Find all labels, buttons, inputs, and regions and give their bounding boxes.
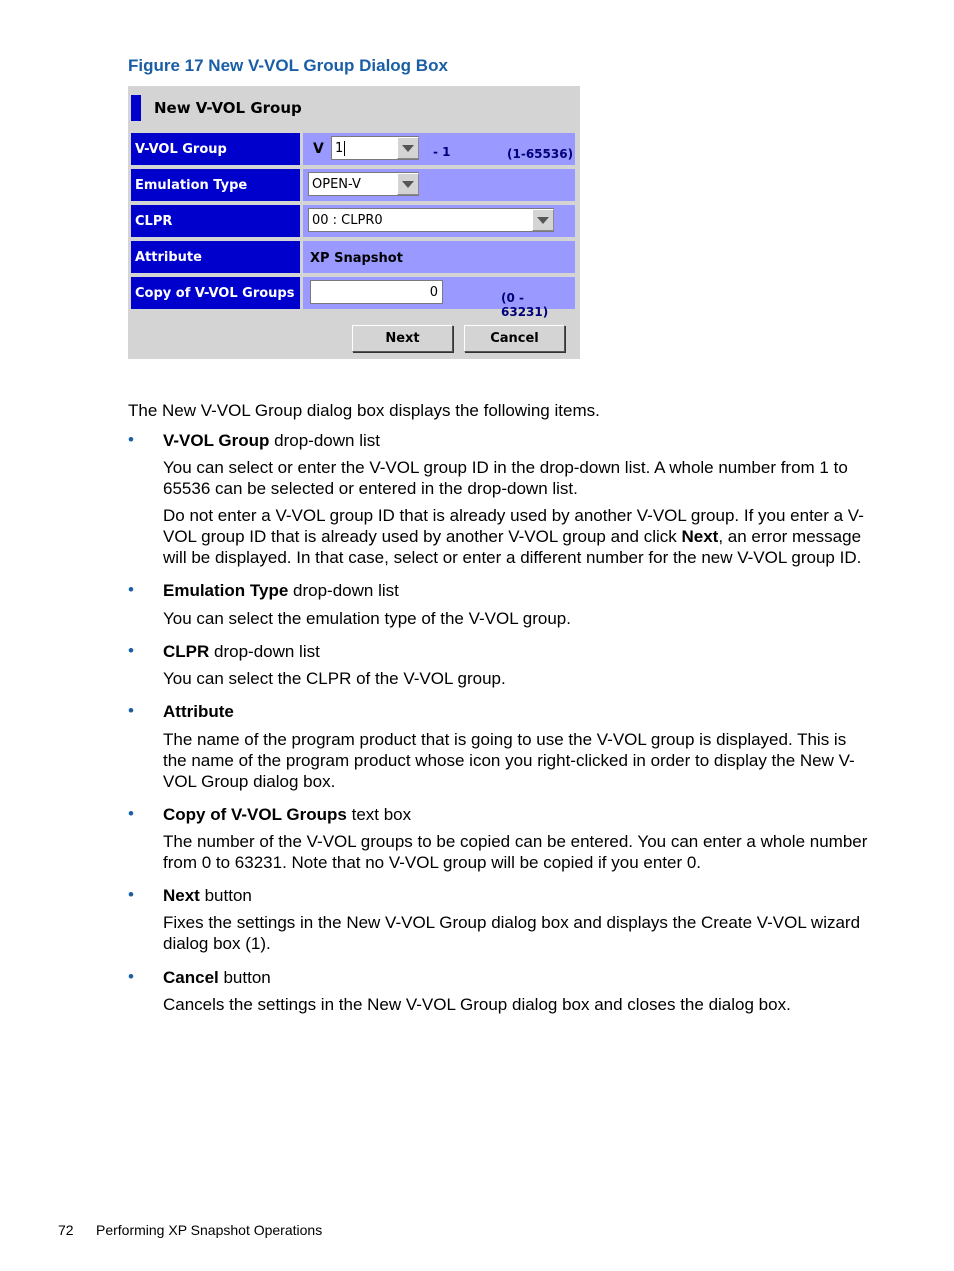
- bullet-icon: •: [128, 885, 134, 904]
- value-copy-vvol-groups: [303, 277, 575, 319]
- label-vvol-group: V-VOL Group: [131, 133, 300, 165]
- vvol-suffix: - 1: [433, 145, 451, 159]
- dialog-title: [131, 95, 302, 121]
- bullet-icon: •: [128, 641, 134, 660]
- item-desc: You can select the emulation type of the V-VOL group.: [163, 609, 571, 628]
- new-vvol-group-dialog: [128, 86, 580, 359]
- label-emulation-type: Emulation Type: [131, 169, 300, 201]
- vvol-range: (1-65536): [507, 147, 574, 161]
- item-desc: You can select or enter the V-VOL group ID in the drop-down list. A whole number from 1 to 65536 can be selected or entered in the drop-down list.: [163, 458, 848, 498]
- item-term: Attribute: [163, 702, 234, 721]
- item-head: [163, 641, 320, 662]
- item-term: V-VOL Group: [163, 431, 270, 450]
- item-kind: drop-down list: [288, 581, 399, 600]
- value-attribute: [303, 241, 575, 273]
- item-head: [163, 580, 399, 601]
- item-desc: You can select the CLPR of the V-VOL group.: [163, 669, 506, 688]
- item-term: CLPR: [163, 642, 210, 661]
- vvol-group-dropdown-arrow[interactable]: [397, 137, 419, 159]
- desc-part: Do not enter a V-VOL group ID that is already used by another V-VOL group. If you enter a V-VOL group ID that is already used by another V-VOL group and click: [163, 506, 864, 546]
- item-head: [163, 885, 252, 906]
- row-vvol-group: [131, 133, 575, 165]
- label-clpr: CLPR: [131, 205, 300, 237]
- item-head: [163, 967, 271, 988]
- copy-vvol-groups-value: 0: [429, 284, 438, 300]
- page-number: 72: [58, 1222, 74, 1238]
- desc-part: , an error message will be displayed. In that case, select or enter a different number for the new V-VOL group ID.: [163, 527, 862, 567]
- item-desc: Fixes the settings in the New V-VOL Group dialog box and displays the Create V-VOL wizard dialog box (1).: [163, 913, 861, 953]
- label-copy-vvol-groups: Copy of V-VOL Groups: [131, 277, 300, 309]
- clpr-value: 00 : CLPR0: [312, 212, 383, 228]
- item-desc-2: [163, 505, 873, 568]
- row-copy-vvol-groups: [131, 277, 575, 319]
- item-kind: drop-down list: [269, 431, 380, 450]
- bullet-icon: •: [128, 804, 134, 823]
- bullet-icon: •: [128, 430, 134, 449]
- clpr-select[interactable]: [308, 208, 554, 232]
- item-kind: drop-down list: [209, 642, 320, 661]
- row-attribute: [131, 241, 575, 273]
- emulation-type-select[interactable]: [308, 172, 419, 196]
- text-cursor: [344, 141, 345, 156]
- cancel-button[interactable]: Cancel: [464, 325, 565, 352]
- item-desc: The number of the V-VOL groups to be copied can be entered. You can enter a whole number from 0 to 63231. Note that no V-VOL group will be copied if you enter 0.: [163, 832, 868, 872]
- next-button[interactable]: Next: [352, 325, 453, 352]
- value-clpr: [303, 205, 575, 237]
- item-desc: The name of the program product that is going to use the V-VOL group is displayed. This is the name of the program product whose icon you right-clicked in order to display the New V-VOL Group dialog box.: [163, 730, 855, 791]
- item-term: Emulation Type: [163, 581, 289, 600]
- item-kind: button: [199, 886, 252, 905]
- label-attribute: Attribute: [131, 241, 300, 273]
- title-accent-bar: [131, 95, 141, 121]
- item-term: Next: [163, 886, 200, 905]
- emulation-type-value: OPEN-V: [312, 176, 361, 192]
- item-head: [163, 430, 380, 451]
- row-emulation-type: [131, 169, 575, 201]
- vvol-group-combo[interactable]: [331, 136, 419, 160]
- footer-section: Performing XP Snapshot Operations: [96, 1222, 323, 1238]
- row-clpr: [131, 205, 575, 237]
- chevron-down-icon: [402, 181, 414, 188]
- item-kind: text box: [346, 805, 412, 824]
- dialog-title-text: New V-VOL Group: [154, 99, 302, 117]
- item-term: Copy of V-VOL Groups: [163, 805, 347, 824]
- copy-range: (0 - 63231): [501, 291, 549, 319]
- clpr-dropdown-arrow[interactable]: [532, 209, 554, 231]
- copy-vvol-groups-input[interactable]: [310, 280, 443, 304]
- value-emulation-type: [303, 169, 575, 201]
- vvol-prefix: V: [313, 141, 324, 157]
- attribute-value: XP Snapshot: [310, 251, 403, 266]
- intro-text: The New V-VOL Group dialog box displays the following items.: [128, 401, 600, 420]
- item-term: Cancel: [163, 968, 219, 987]
- bullet-icon: •: [128, 701, 134, 720]
- emulation-type-dropdown-arrow[interactable]: [397, 173, 419, 195]
- value-vvol-group: [303, 133, 575, 165]
- item-desc: Cancels the settings in the New V-VOL Group dialog box and closes the dialog box.: [163, 995, 791, 1014]
- item-kind: button: [218, 968, 271, 987]
- desc-next-term: Next: [681, 527, 719, 546]
- bullet-icon: •: [128, 967, 134, 986]
- item-head: [163, 804, 411, 825]
- chevron-down-icon: [402, 145, 414, 152]
- figure-caption: Figure 17 New V-VOL Group Dialog Box: [128, 56, 448, 75]
- chevron-down-icon: [537, 217, 549, 224]
- bullet-icon: •: [128, 580, 134, 599]
- vvol-group-value: 1: [335, 140, 344, 156]
- item-head: [163, 701, 234, 722]
